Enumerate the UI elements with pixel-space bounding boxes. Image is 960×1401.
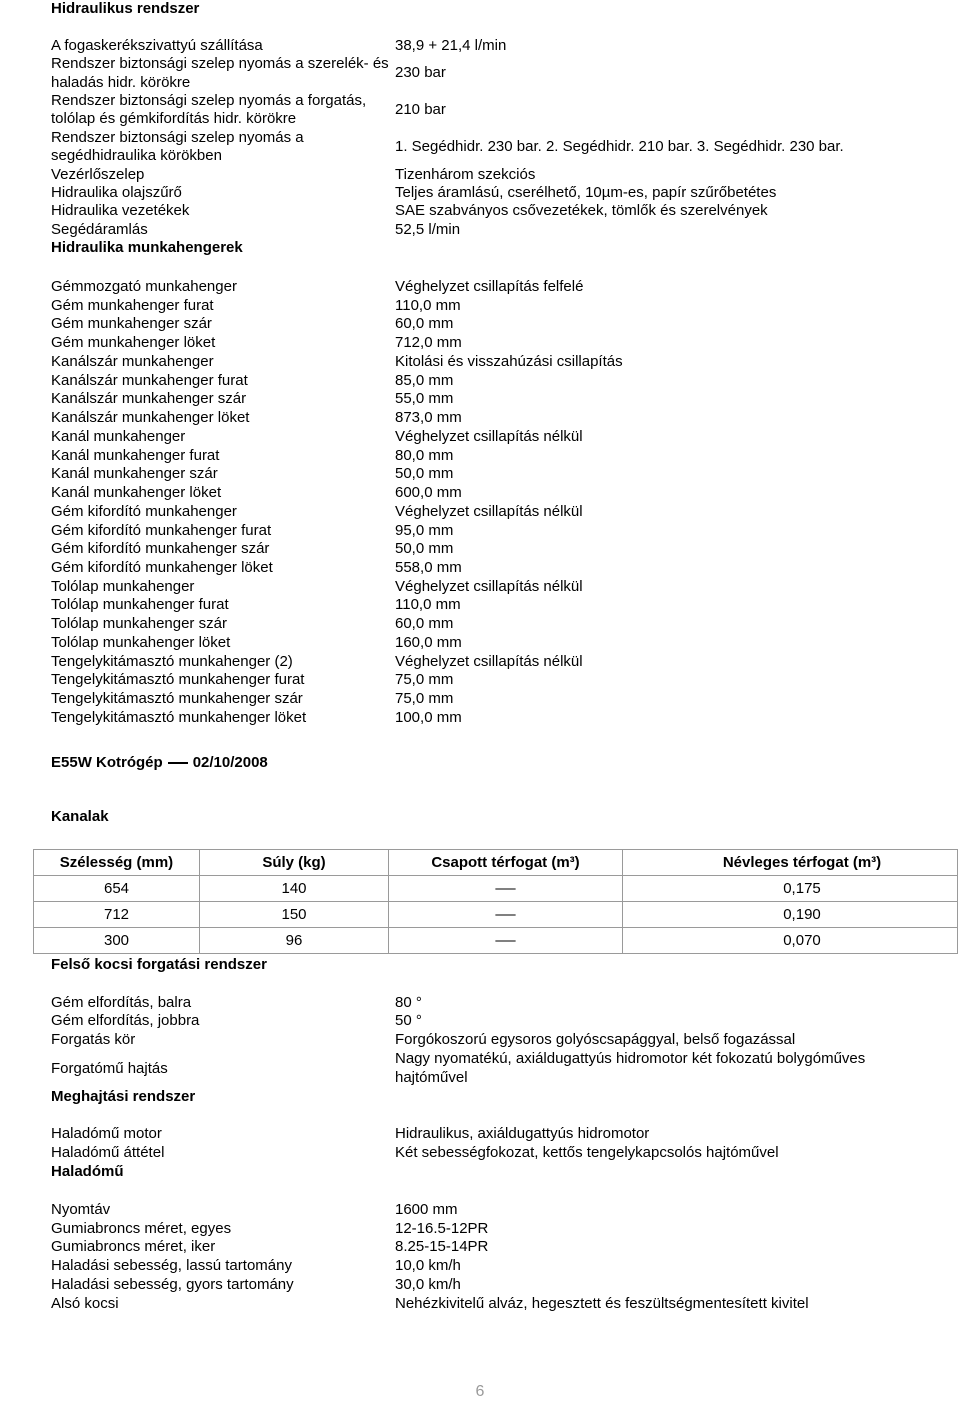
spec-label: Kanál munkahenger löket: [51, 484, 222, 502]
spec-label: Rendszer biztonsági szelep nyomás a forgatás, tolólap és gémkifordítás hidr. körökre: [51, 92, 367, 128]
spec-value: 80,0 mm: [395, 446, 454, 464]
spec-label: Gém elfordítás, balra: [51, 993, 192, 1011]
spec-value: 30,0 km/h: [395, 1276, 461, 1294]
section-title: Haladómű: [51, 1163, 124, 1181]
table-cell: 150: [200, 902, 389, 928]
spec-label: Nyomtáv: [51, 1200, 111, 1218]
spec-row: [51, 221, 901, 239]
spec-value: Kitolási és visszahúzási csillapítás: [395, 352, 623, 370]
spec-value: 210 bar: [395, 101, 446, 119]
spec-row: [51, 596, 901, 615]
spec-value: 230 bar: [395, 64, 446, 82]
column-header-weight: Súly (kg): [200, 850, 389, 876]
section-title: Kanalak: [51, 808, 109, 825]
spec-value: 110,0 mm: [395, 596, 461, 614]
table-row: [34, 902, 958, 928]
spec-row: [51, 278, 901, 297]
spec-value: 712,0 mm: [395, 334, 462, 352]
spec-label: Gumiabroncs méret, iker: [51, 1238, 216, 1256]
spec-label: Tengelykitámasztó munkahenger szár: [51, 690, 303, 708]
spec-row: [51, 578, 901, 597]
spec-value: Hidraulikus, axiáldugattyús hidromotor: [395, 1125, 650, 1143]
spec-row: [51, 615, 901, 634]
spec-value: 80 °: [395, 993, 422, 1011]
spec-row: [51, 297, 901, 316]
spec-label: Haladási sebesség, lassú tartomány: [51, 1257, 292, 1275]
spec-row: [51, 994, 901, 1013]
spec-value: Véghelyzet csillapítás nélkül: [395, 427, 583, 445]
spec-value: 38,9 + 21,4 l/min: [395, 36, 507, 54]
spacer: [51, 1182, 901, 1201]
spec-value: Teljes áramlású, cserélhető, 10µm-es, papír szűrőbetétes: [395, 184, 777, 202]
spec-row: [51, 671, 901, 690]
table-row: [34, 928, 958, 954]
spec-value: 10,0 km/h: [395, 1257, 461, 1275]
spec-row: [51, 372, 901, 391]
column-header-heaped-capacity: Csapott térfogat (m³): [389, 850, 623, 876]
spec-label: Kanálszár munkahenger szár: [51, 390, 247, 408]
spec-value: Tizenhárom szekciós: [395, 165, 536, 183]
spec-label: Tolólap munkahenger furat: [51, 596, 229, 614]
spec-label: Kanálszár munkahenger: [51, 352, 214, 370]
spec-row: [51, 409, 901, 428]
spec-value: 55,0 mm: [395, 390, 454, 408]
spec-value: 12-16.5-12PR: [395, 1219, 489, 1237]
spec-value: 100,0 mm: [395, 708, 462, 726]
spec-label: Gém kifordító munkahenger furat: [51, 521, 272, 539]
spec-row: [51, 690, 901, 709]
table-cell: 0,190: [623, 902, 958, 928]
spec-row: [51, 1201, 901, 1220]
hydraulics-section: [51, 0, 901, 258]
spec-value: Véghelyzet csillapítás nélkül: [395, 502, 583, 520]
spec-row: [51, 447, 901, 466]
spec-label: Kanál munkahenger furat: [51, 446, 220, 464]
column-header-nominal-capacity: Névleges térfogat (m³): [623, 850, 958, 876]
table-cell: 654: [34, 876, 200, 902]
spec-row: [51, 1031, 901, 1050]
spec-value: 52,5 l/min: [395, 220, 461, 238]
bucket-table: [33, 849, 958, 954]
spec-row: [51, 129, 901, 166]
spec-label: Hidraulika olajszűrő: [51, 184, 182, 202]
spec-label: Forgatás kör: [51, 1031, 136, 1049]
undercarriage-section: [51, 956, 901, 1314]
spec-row: [51, 1295, 901, 1314]
document-date: 02/10/2008: [192, 754, 268, 771]
table-cell: 96: [200, 928, 389, 954]
spec-label: Gém elfordítás, jobbra: [51, 1012, 200, 1030]
spec-row: [51, 522, 901, 541]
spec-row: [51, 1276, 901, 1295]
spec-value: 160,0 mm: [395, 633, 462, 651]
spec-row: [51, 1050, 901, 1088]
section-title: Hidraulika munkahengerek: [51, 239, 243, 257]
spec-row: [51, 353, 901, 372]
table-row: [34, 876, 958, 902]
spec-label: Gém munkahenger szár: [51, 315, 212, 333]
spec-label: Tengelykitámasztó munkahenger (2): [51, 652, 293, 670]
spec-row: [51, 1238, 901, 1257]
spec-row: [51, 428, 901, 447]
spec-row: [51, 202, 901, 220]
spec-value: Véghelyzet csillapítás nélkül: [395, 652, 583, 670]
spec-label: Hidraulika vezetékek: [51, 202, 190, 220]
not-applicable-dash: —: [495, 932, 516, 949]
spec-value: 75,0 mm: [395, 671, 454, 689]
spec-value: 75,0 mm: [395, 690, 454, 708]
table-cell: [389, 876, 623, 902]
spec-value: 60,0 mm: [395, 615, 454, 633]
spec-value: 1. Segédhidr. 230 bar. 2. Segédhidr. 210 bar. 3. Segédhidr. 230 bar.: [395, 138, 844, 156]
spec-label: Haladási sebesség, gyors tartomány: [51, 1276, 294, 1294]
spec-label: Gém kifordító munkahenger löket: [51, 559, 273, 577]
spec-row: [51, 653, 901, 672]
spec-label: Gém kifordító munkahenger: [51, 502, 237, 520]
spec-row: [51, 1125, 901, 1144]
spec-row: [51, 390, 901, 409]
spec-value: 873,0 mm: [395, 409, 462, 427]
spec-label: Tolólap munkahenger szár: [51, 615, 227, 633]
spec-value: Nagy nyomatékú, axiáldugattyús hidromotor két fokozatú bolygóműves hajtóművel: [395, 1050, 866, 1086]
spec-row: [51, 634, 901, 653]
spec-label: A fogaskerékszivattyú szállítása: [51, 36, 263, 54]
spec-value: 558,0 mm: [395, 559, 462, 577]
spec-row: [51, 1220, 901, 1239]
spec-label: Rendszer biztonsági szelep nyomás a segédhidraulika körökben: [51, 128, 304, 165]
spec-value: Forgókoszorú egysoros golyóscsapággyal, belső fogazással: [395, 1031, 796, 1049]
not-applicable-dash: —: [495, 906, 516, 923]
cylinders-section: [51, 278, 901, 728]
spec-label: Rendszer biztonsági szelep nyomás a szerelék- és haladás hidr. körökre: [51, 55, 389, 91]
spec-row: [51, 92, 901, 129]
section-title: Meghajtási rendszer: [51, 1087, 196, 1105]
spec-label: Kanál munkahenger szár: [51, 465, 218, 483]
spec-row: [51, 540, 901, 559]
spec-label: Tengelykitámasztó munkahenger furat: [51, 671, 305, 689]
spec-label: Gém kifordító munkahenger szár: [51, 540, 270, 558]
table-cell: 300: [34, 928, 200, 954]
spacer: [51, 1107, 901, 1126]
spec-label: Tolólap munkahenger: [51, 577, 195, 595]
spec-label: Kanál munkahenger: [51, 427, 186, 445]
spec-row: [51, 1257, 901, 1276]
spec-value: 60,0 mm: [395, 315, 454, 333]
spec-label: Kanálszár munkahenger löket: [51, 409, 250, 427]
table-cell: 0,175: [623, 876, 958, 902]
spec-label: Segédáramlás: [51, 220, 148, 238]
column-header-width: Szélesség (mm): [34, 850, 200, 876]
spacer: [51, 18, 901, 36]
spec-label: Gém munkahenger furat: [51, 296, 214, 314]
spec-label: Gémmozgató munkahenger: [51, 278, 237, 295]
spec-value: 95,0 mm: [395, 521, 454, 539]
spec-value: Két sebességfokozat, kettős tengelykapcsolós hajtóművel: [395, 1144, 779, 1162]
spec-value: 50 °: [395, 1012, 422, 1030]
spec-row: [51, 1144, 901, 1163]
table-cell: 140: [200, 876, 389, 902]
spec-label: Haladómű áttétel: [51, 1144, 165, 1162]
model-date-line: [51, 754, 268, 773]
spec-row: [51, 465, 901, 484]
spec-label: Vezérlőszelep: [51, 165, 145, 183]
section-title: Felső kocsi forgatási rendszer: [51, 956, 267, 973]
spec-row: [51, 334, 901, 353]
table-header-row: [34, 850, 958, 876]
spec-value: Véghelyzet csillapítás felfelé: [395, 278, 584, 295]
table-cell: [389, 902, 623, 928]
spec-row: [51, 315, 901, 334]
spec-row: [51, 709, 901, 728]
spec-value: 85,0 mm: [395, 371, 454, 389]
spec-value: 8.25-15-14PR: [395, 1238, 489, 1256]
spec-value: 1600 mm: [395, 1200, 458, 1218]
table-cell: 0,070: [623, 928, 958, 954]
spec-label: Gém munkahenger löket: [51, 334, 216, 352]
table-cell: 712: [34, 902, 200, 928]
spec-row: [51, 166, 901, 184]
spec-value: 600,0 mm: [395, 484, 462, 502]
separator-dash: [168, 762, 188, 764]
spec-value: 50,0 mm: [395, 465, 454, 483]
spec-row: [51, 503, 901, 522]
spec-row: [51, 55, 901, 92]
spec-row: [51, 184, 901, 202]
spacer: [51, 975, 901, 994]
spec-label: Kanálszár munkahenger furat: [51, 371, 248, 389]
spec-value: 50,0 mm: [395, 540, 454, 558]
spec-value: 110,0 mm: [395, 296, 461, 314]
spec-label: Haladómű motor: [51, 1125, 162, 1143]
table-cell: [389, 928, 623, 954]
spec-row: [51, 37, 901, 55]
spec-row: [51, 484, 901, 503]
page-number: 6: [475, 1383, 485, 1400]
spec-row: [51, 559, 901, 578]
model-name: E55W Kotrógép: [51, 754, 163, 771]
spec-label: Forgatómű hajtás: [51, 1059, 168, 1077]
spec-value: Véghelyzet csillapítás nélkül: [395, 577, 583, 595]
spec-value: Nehézkivitelű alváz, hegesztett és feszültségmentesített kivitel: [395, 1294, 809, 1312]
spec-label: Tolólap munkahenger löket: [51, 633, 231, 651]
spec-label: Alsó kocsi: [51, 1294, 119, 1312]
spec-label: Gumiabroncs méret, egyes: [51, 1219, 232, 1237]
section-title: Hidraulikus rendszer: [51, 0, 200, 17]
not-applicable-dash: —: [495, 880, 516, 897]
spec-row: [51, 1012, 901, 1031]
spec-label: Tengelykitámasztó munkahenger löket: [51, 708, 307, 726]
spec-value: SAE szabványos csővezetékek, tömlők és szerelvények: [395, 202, 768, 220]
